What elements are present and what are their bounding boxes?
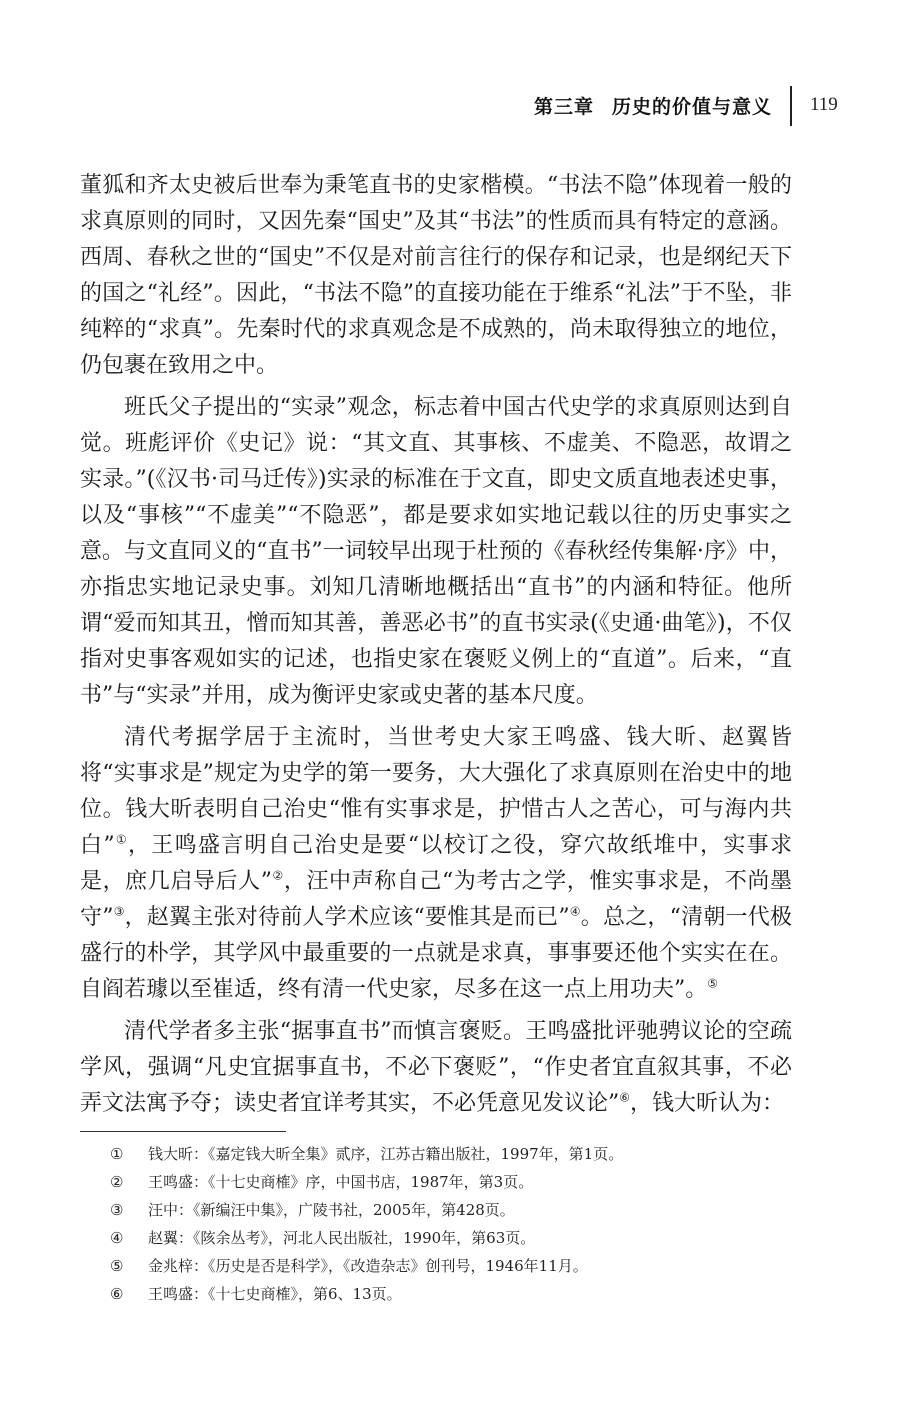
chapter-title: 历史的价值与意义 — [611, 96, 772, 118]
footnote-ref-2[interactable]: ② — [271, 868, 284, 883]
footnote-mark: ③ — [110, 1201, 124, 1219]
footnote-separator — [80, 1131, 286, 1132]
paragraph-4-text-a: 清代学者多主张“据事直书”而慎言褒贬。王鸣盛批评驰骋议论的空疏学风，强调“凡史宜据事直书，不必下褒贬”，“作史者宜直叙其事，不必弄文法寓予夺；读史者宜详考其实，不必凭意见发议论” — [80, 1019, 792, 1116]
running-header — [0, 86, 900, 126]
paragraph-3-text-a: 清代考据学居于主流时，当世考史大家王鸣盛、钱大昕、赵翼皆将“实事求是”规定为史学的第一要务，大大强化了求真原则在治史中的地位。钱大昕表明自己治史“惟有实事求是，护惜古人之苦心，可与海内共白” — [80, 725, 792, 858]
footnote-1 — [110, 1140, 800, 1168]
paragraph-3-text-b: ，王鸣盛言明自己治史是要“以校订之役，穿穴故纸堆中，实事求是，庶几启导后人” — [80, 833, 792, 894]
footnote-text: 汪中：《新编汪中集》，广陵书社，2005年，第428页。 — [148, 1201, 515, 1219]
footnote-text: 钱大昕：《嘉定钱大昕全集》贰序，江苏古籍出版社，1997年，第1页。 — [148, 1145, 624, 1163]
footnote-3 — [110, 1196, 800, 1224]
footnote-mark: ① — [110, 1145, 124, 1163]
footnote-ref-5[interactable]: ⑤ — [707, 976, 719, 991]
paragraph-2: 班氏父子提出的“实录”观念，标志着中国古代史学的求真原则达到自觉。班彪评价《史记》说：“其文直、其事核、不虚美、不隐恶，故谓之实录。”(《汉书·司马迁传》)实录的标准在于文直，即史文质直地表述史事，以及“事核”“不虚美”“不隐恶”，都是要求如实地记载以往的历史事实之意。与文直同义的“直书”一词较早出现于杜预的《春秋经传集解·序》中，亦指忠实地记录史事。刘知几清晰地概括出“直书”的内涵和特征。他所谓“爱而知其丑，憎而知其善，善恶必书”的直书实录(《史通·曲笔》)，不仅指对史事客观如实的记述，也指史家在褒贬义例上的“直道”。后来，“直书”与“实录”并用，成为衡评史家或史著的基本尺度。 — [80, 395, 792, 708]
footnote-text: 王鸣盛：《十七史商榷》序，中国书店，1987年，第3页。 — [148, 1173, 534, 1191]
footnote-mark: ⑤ — [110, 1257, 124, 1275]
footnote-mark: ④ — [110, 1229, 124, 1247]
chapter-label: 第三章 — [533, 96, 594, 118]
main-text — [80, 168, 792, 1128]
footnote-ref-3[interactable]: ③ — [113, 904, 125, 919]
paragraph-1: 董狐和齐太史被后世奉为秉笔直书的史家楷模。“书法不隐”体现着一般的求真原则的同时，又因先秦“国史”及其“书法”的性质而具有特定的意涵。西周、春秋之世的“国史”不仅是对前言往行的保存和记录，也是纲纪天下的国之“礼经”。因此，“书法不隐”的直接功能在于维系“礼法”于不坠，非纯粹的“求真”。先秦时代的求真观念是不成熟的，尚未取得独立的地位，仍包裹在致用之中。 — [80, 173, 792, 378]
paragraph-3-text-c: ，汪中声称自己“为考古之学，惟实事求是，不尚墨守” — [80, 869, 793, 930]
chapter-heading — [534, 92, 772, 119]
footnote-text: 金兆梓：《历史是否是科学》，《改造杂志》创刊号，1946年11月。 — [148, 1257, 588, 1275]
footnote-text: 王鸣盛：《十七史商榷》，第6、13页。 — [148, 1285, 402, 1303]
footnote-ref-1[interactable]: ① — [114, 832, 128, 847]
footnote-mark: ⑥ — [110, 1285, 124, 1303]
paragraph-4-text-b: ，钱大昕认为： — [630, 1091, 785, 1116]
paragraph-3-text-d: ，赵翼主张对待前人学术应该“要惟其是而已” — [124, 905, 570, 930]
footnote-6 — [110, 1280, 800, 1308]
footnote-5 — [110, 1252, 800, 1280]
header-divider — [790, 86, 792, 126]
paragraph-4 — [80, 1014, 792, 1122]
footnotes — [110, 1140, 800, 1308]
footnote-ref-6[interactable]: ⑥ — [619, 1090, 631, 1105]
footnote-mark: ② — [110, 1173, 124, 1191]
paragraph-3-text-e: 。总之，“清朝一代极盛行的朴学，其学风中最重要的一点就是求真，事事要还他个实实在在。自阎若璩以至崔适，终有清一代史家，尽多在这一点上用功夫”。 — [80, 905, 792, 1002]
footnote-4 — [110, 1224, 800, 1252]
footnote-text: 赵翼：《陔余丛考》，河北人民出版社，1990年，第63页。 — [148, 1229, 536, 1247]
footnote-2 — [110, 1168, 800, 1196]
footnote-ref-4[interactable]: ④ — [569, 904, 581, 919]
page-number: 119 — [810, 94, 838, 115]
paragraph-3 — [80, 720, 792, 1008]
